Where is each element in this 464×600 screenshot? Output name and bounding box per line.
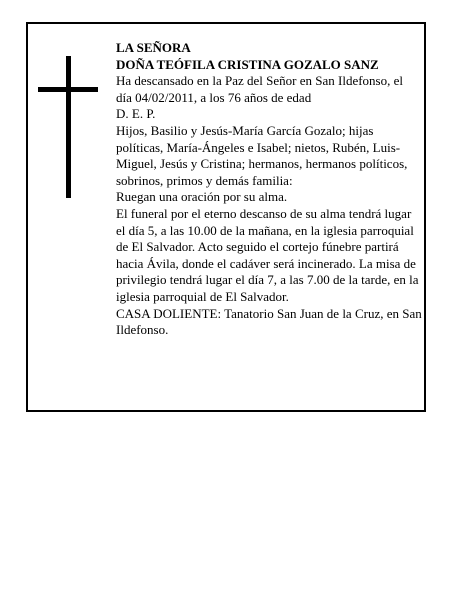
house-of-mourning: CASA DOLIENTE: Tanatorio San Juan de la Cruz, en San Ildefonso. bbox=[116, 305, 422, 338]
obituary-notice bbox=[26, 22, 426, 412]
prayer: Ruegan una oración por su alma. bbox=[116, 189, 288, 205]
rip: D. E. P. bbox=[116, 106, 156, 122]
cross-icon bbox=[38, 56, 98, 198]
deceased-name: DOÑA TEÓFILA CRISTINA GOZALO SANZ bbox=[116, 56, 379, 72]
funeral-info: El funeral por el eterno descanso de su alma tendrá lugar el día 5, a las 10.00 de la mañana, en la iglesia parroquial de El Salvador. Acto seguido el cortejo fúnebre partirá hacia Ávila, donde el cadáver será incinerado. La misa de privilegio tendrá lugar el día 7, a las 7.00 de la tarde, en la iglesia parroquial de El Salvador. bbox=[116, 205, 419, 304]
family: Hijos, Basilio y Jesús-María García Gozalo; hijas políticas, María-Ángeles e Isabel; nietos, Rubén, Luis-Miguel, Jesús y Cristina; hermanos, hermanos políticos, sobrinos, primos y demás familia: bbox=[116, 122, 408, 188]
obituary-text bbox=[116, 40, 422, 339]
death-notice: Ha descansado en la Paz del Señor en San Ildefonso, el día 04/02/2011, a los 76 años de edad bbox=[116, 73, 403, 105]
title: LA SEÑORA bbox=[116, 40, 191, 55]
